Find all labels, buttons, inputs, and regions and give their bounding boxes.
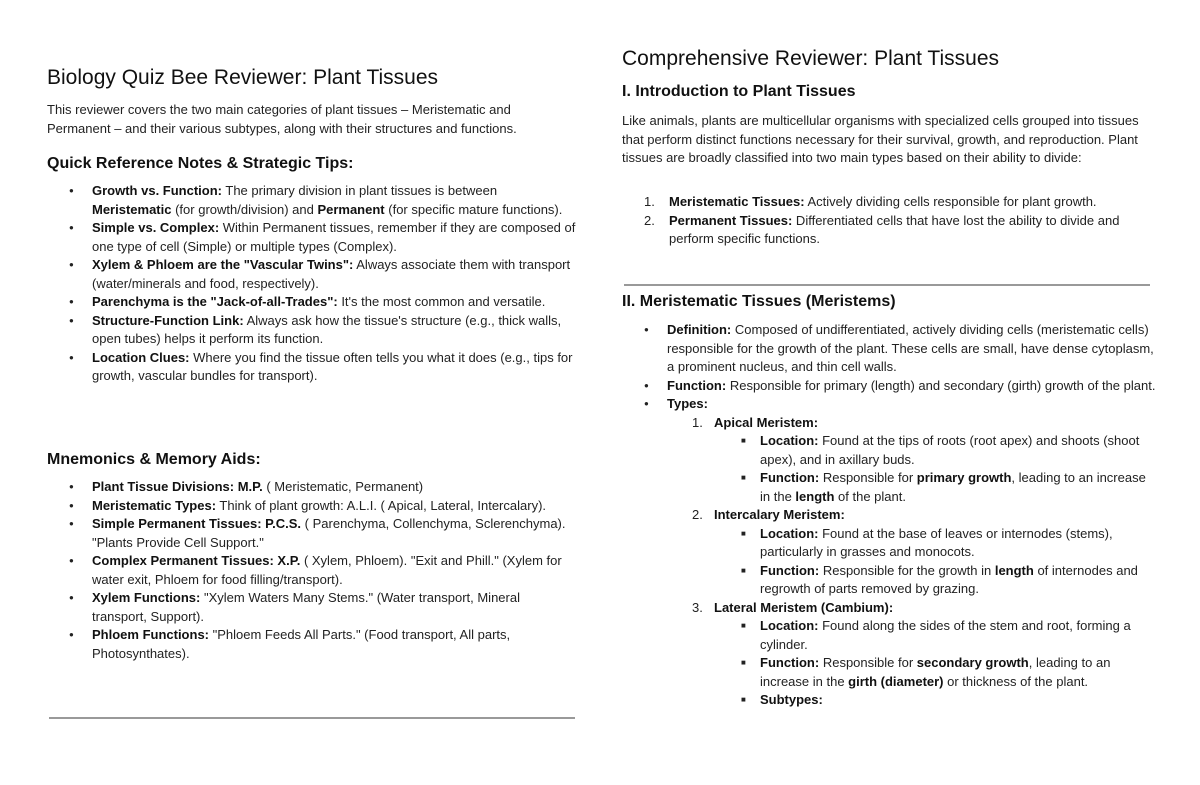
list-item: ■ Subtypes: [667,691,1157,710]
list-item: 1. Meristematic Tissues: Actively dividing cells responsible for plant growth. [644,194,1097,209]
list-item: ● Definition: Composed of undifferentiated, actively dividing cells (meristematic cells) responsible for the growth of the plant. These cells are small, have dense cytoplasm, a prominent nucleus, and thin cell walls. [622,321,1157,377]
horizontal-divider [49,717,575,719]
horizontal-divider [624,284,1150,286]
list-item: ● Structure-Function Link: Always ask how the tissue's structure (e.g., thick walls, open tubes) helps it perform its function. [47,312,577,349]
section-heading: II. Meristematic Tissues (Meristems) [622,293,896,310]
tips-heading: Quick Reference Notes & Strategic Tips: [47,155,354,172]
list-item: ■ Location: Found at the tips of roots (root apex) and shoots (shoot apex), and in axillary buds. [667,432,1157,469]
list-item: ● Location Clues: Where you find the tissue often tells you what it does (e.g., tips for growth, vascular bundles for transport). [47,349,577,386]
meristem-list [622,321,1157,710]
list-item: ● Types: 1. Apical Meristem: ■ Location: Found at the tips of roots (root apex) and shoots (shoot apex), and in axillary buds. ■ Function: Responsible for primary growth, leading to an increase in the length of the plant. 2. Intercalary Meristem: ■ Location: Found at the base of leaves or internodes (stems), particularly in grasses and monocots. ■ Function: Responsible for the growth in length of internodes and regrowth of parts removed by grazing. 3. Lateral Meristem (Cambium): ■ Location: Found along the sides of the stem and root, forming a cylinder. ■ Function: Responsible for secondary growth, leading to an increase in the girth (diameter) or thickness of the plant. ■ Subtypes: [622,395,1157,710]
list-item: ● Simple vs. Complex: Within Permanent tissues, remember if they are composed of one type of cell (Simple) or multiple types (Complex). [47,219,577,256]
list-item: ● Meristematic Types: Think of plant growth: A.L.I. ( Apical, Lateral, Intercalary). [47,497,567,516]
list-item: ● Complex Permanent Tissues: X.P. ( Xylem, Phloem). "Exit and Phill." (Xylem for water exit, Phloem for food filling/transport). [47,552,567,589]
mnemonics-list [47,478,567,663]
list-item: ● Function: Responsible for primary (length) and secondary (girth) growth of the plant. [622,377,1157,396]
page-title: Comprehensive Reviewer: Plant Tissues [622,47,999,70]
list-item: 2. Intercalary Meristem: ■ Location: Found at the base of leaves or internodes (stems), particularly in grasses and monocots. ■ Function: Responsible for the growth in length of internodes and regrowth of parts removed by grazing. [667,506,1157,599]
list-item: ● Xylem & Phloem are the "Vascular Twins": Always associate them with transport (water/minerals and food, respectively). [47,256,577,293]
list-item: ● Xylem Functions: "Xylem Waters Many Stems." (Water transport, Mineral transport, Support). [47,589,567,626]
types-list [622,193,1152,249]
list-item: 2. Permanent Tissues: Differentiated cells that have lost the ability to divide and perform specific functions. [644,212,1120,246]
mnemonics-heading: Mnemonics & Memory Aids: [47,451,261,468]
list-item: ● Growth vs. Function: The primary division in plant tissues is between Meristematic (for growth/division) and Permanent (for specific mature functions). [47,182,577,219]
tips-list [47,182,577,386]
intro-paragraph: Like animals, plants are multicellular organisms with specialized cells grouped into tissues that perform distinct functions necessary for their survival, growth, and reproduction. Plant tissues are broadly classified into two main types based on their ability to divide: [622,113,1139,165]
list-item: ■ Function: Responsible for the growth in length of internodes and regrowth of parts removed by grazing. [667,562,1157,599]
list-item: ■ Function: Responsible for secondary growth, leading to an increase in the girth (diameter) or thickness of the plant. [667,654,1157,691]
list-item: ● Parenchyma is the "Jack-of-all-Trades": It's the most common and versatile. [47,293,577,312]
page-title: Biology Quiz Bee Reviewer: Plant Tissues [47,66,439,89]
list-item: ■ Location: Found along the sides of the stem and root, forming a cylinder. [667,617,1157,654]
list-item: ■ Function: Responsible for primary growth, leading to an increase in the length of the plant. [667,469,1157,506]
list-item: ● Phloem Functions: "Phloem Feeds All Parts." (Food transport, All parts, Photosynthates). [47,626,567,663]
list-item: 1. Apical Meristem: ■ Location: Found at the tips of roots (root apex) and shoots (shoot apex), and in axillary buds. ■ Function: Responsible for primary growth, leading to an increase in the length of the plant. [667,414,1157,507]
list-item: 3. Lateral Meristem (Cambium): ■ Location: Found along the sides of the stem and root, forming a cylinder. ■ Function: Responsible for secondary growth, leading to an increase in the girth (diameter) or thickness of the plant. ■ Subtypes: [667,599,1157,710]
list-item: ● Simple Permanent Tissues: P.C.S. ( Parenchyma, Collenchyma, Sclerenchyma). "Plants Provide Cell Support." [47,515,567,552]
section-heading: I. Introduction to Plant Tissues [622,83,856,100]
list-item: ● Plant Tissue Divisions: M.P. ( Meristematic, Permanent) [47,478,567,497]
intro-paragraph: This reviewer covers the two main categories of plant tissues – Meristematic and Permanent – and their various subtypes, along with their structures and functions. [47,102,517,136]
list-item: ■ Location: Found at the base of leaves or internodes (stems), particularly in grasses and monocots. [667,525,1157,562]
